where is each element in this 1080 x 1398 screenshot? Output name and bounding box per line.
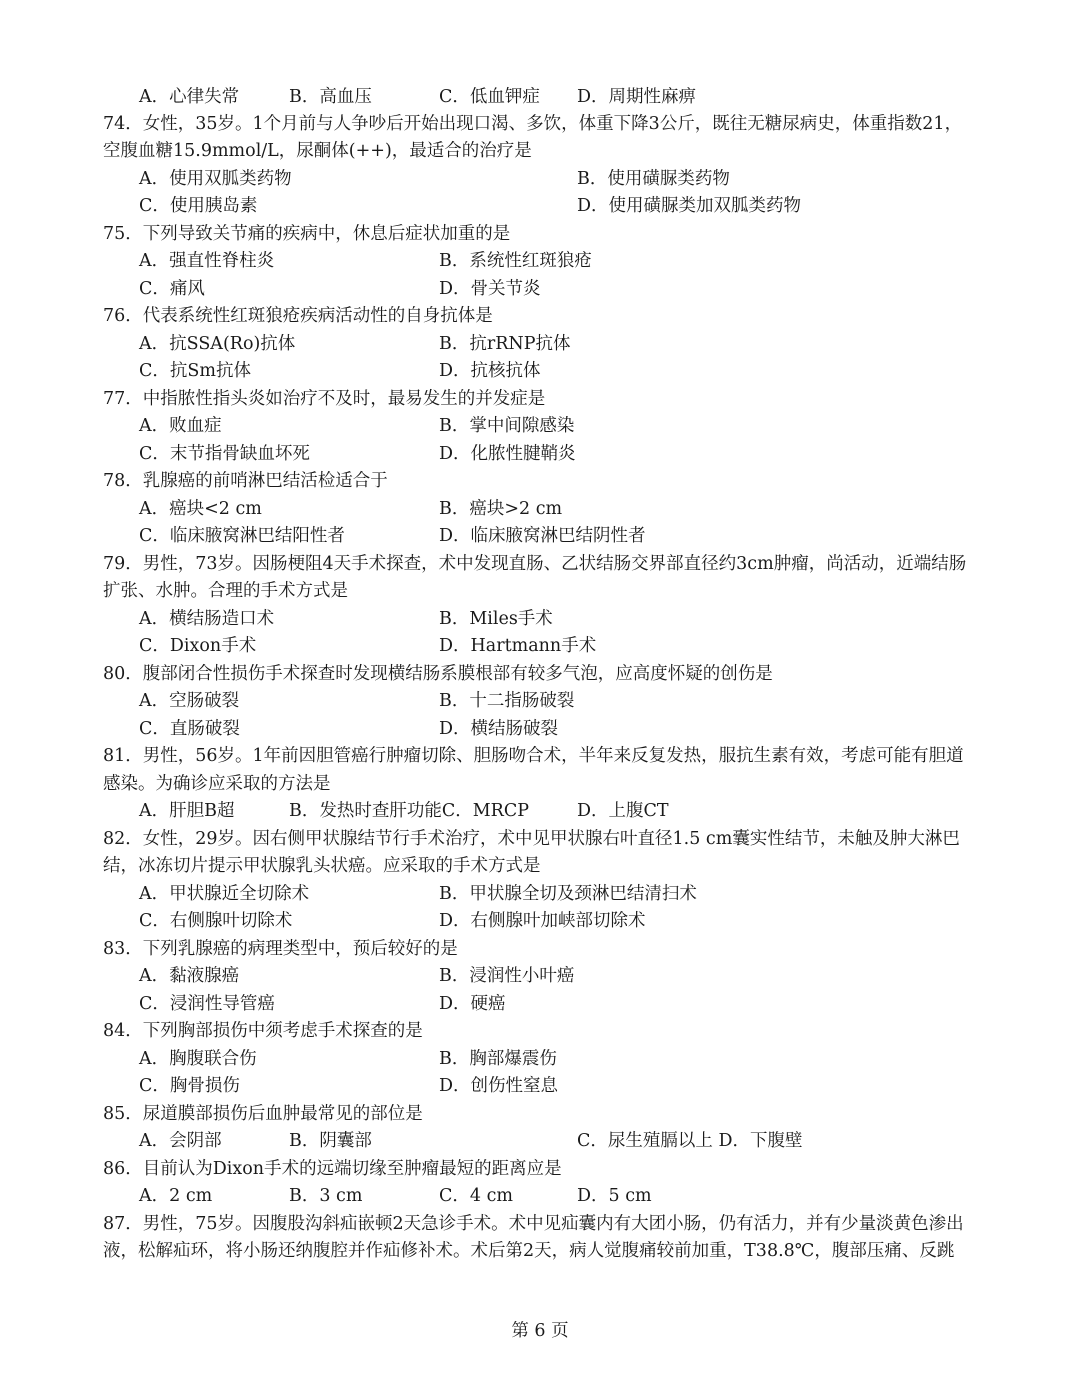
question-text-line — [0, 936, 1080, 963]
answer-option: B．癌块>2 cm — [439, 499, 563, 519]
question-text: 液，松解疝环，将小肠还纳腹腔并作疝修补术。术后第2天，病人觉腹痛较前加重，T38.8℃，腹部压痛、反跳 — [103, 1241, 955, 1261]
answer-option: C．抗Sm抗体 — [139, 361, 251, 381]
question-text-line — [0, 303, 1080, 330]
question-text-line — [0, 551, 1080, 578]
answer-option: D．Hartmann手术 — [439, 636, 597, 656]
question-text-line — [0, 1238, 1080, 1265]
answer-option: C．Dixon手术 — [139, 636, 257, 656]
question-text-line — [0, 386, 1080, 413]
answer-option: C．尿生殖膈以上 D．下腹壁 — [577, 1131, 803, 1151]
answer-option: A．横结肠造口术 — [139, 609, 275, 629]
question-text: 78．乳腺癌的前哨淋巴结活检适合于 — [103, 471, 388, 491]
options-row — [0, 248, 1080, 275]
answer-option: D．上腹CT — [577, 801, 669, 821]
answer-option: A．使用双胍类药物 — [139, 169, 292, 189]
options-row — [0, 1128, 1080, 1155]
answer-option: A．2 cm — [139, 1186, 213, 1206]
answer-option: B．抗rRNP抗体 — [439, 334, 571, 354]
answer-option: B．Miles手术 — [439, 609, 553, 629]
question-text-line — [0, 578, 1080, 605]
question-text-line — [0, 221, 1080, 248]
question-text: 79．男性，73岁。因肠梗阻4天手术探查，术中发现直肠、乙状结肠交界部直径约3cm肿瘤，尚活动，近端结肠 — [103, 554, 967, 574]
options-row — [0, 606, 1080, 633]
options-row — [0, 991, 1080, 1018]
options-row — [0, 193, 1080, 220]
options-row — [0, 881, 1080, 908]
question-text-line — [0, 1211, 1080, 1238]
question-text: 80．腹部闭合性损伤手术探查时发现横结肠系膜根部有较多气泡，应高度怀疑的创伤是 — [103, 664, 773, 684]
answer-option: C．使用胰岛素 — [139, 196, 258, 216]
answer-option: C．临床腋窝淋巴结阳性者 — [139, 526, 345, 546]
options-row — [0, 1046, 1080, 1073]
answer-option: A．癌块<2 cm — [139, 499, 262, 519]
question-text: 76．代表系统性红斑狼疮疾病活动性的自身抗体是 — [103, 306, 493, 326]
answer-option: A．甲状腺近全切除术 — [139, 884, 310, 904]
answer-option: A．空肠破裂 — [139, 691, 240, 711]
answer-option: B．掌中间隙感染 — [439, 416, 575, 436]
answer-option: C．胸骨损伤 — [139, 1076, 240, 1096]
question-text-line — [0, 138, 1080, 165]
options-row — [0, 963, 1080, 990]
options-row — [0, 84, 1080, 111]
question-text-line — [0, 771, 1080, 798]
answer-option: D．横结肠破裂 — [439, 719, 559, 739]
answer-option: B．3 cm — [289, 1186, 363, 1206]
page-number: 第 6 页 — [511, 1321, 569, 1341]
question-text: 75．下列导致关节痛的疾病中，休息后症状加重的是 — [103, 224, 511, 244]
answer-option: D．抗核抗体 — [439, 361, 541, 381]
question-text: 81．男性，56岁。1年前因胆管癌行肿瘤切除、胆肠吻合术，半年来反复发热，服抗生素有效，考虑可能有胆道 — [103, 746, 964, 766]
answer-option: B．浸润性小叶癌 — [439, 966, 575, 986]
question-text: 84．下列胸部损伤中须考虑手术探查的是 — [103, 1021, 423, 1041]
options-row — [0, 166, 1080, 193]
answer-option: A．强直性脊柱炎 — [139, 251, 275, 271]
answer-option: B．发热时查肝功能C．MRCP — [289, 801, 530, 821]
answer-option: B．甲状腺全切及颈淋巴结清扫术 — [439, 884, 697, 904]
question-text: 87．男性，75岁。因腹股沟斜疝嵌顿2天急诊手术。术中见疝囊内有大团小肠，仍有活力，并有少量淡黄色渗出 — [103, 1214, 964, 1234]
answer-option: B．胸部爆震伤 — [439, 1049, 557, 1069]
options-row — [0, 908, 1080, 935]
question-text-line — [0, 826, 1080, 853]
answer-option: C．右侧腺叶切除术 — [139, 911, 293, 931]
answer-option: A．败血症 — [139, 416, 222, 436]
question-text-line — [0, 743, 1080, 770]
answer-option: D．使用磺脲类加双胍类药物 — [577, 196, 802, 216]
question-text-line — [0, 1156, 1080, 1183]
answer-option: D．临床腋窝淋巴结阴性者 — [439, 526, 646, 546]
question-text-line — [0, 1101, 1080, 1128]
question-text: 结，冰冻切片提示甲状腺乳头状癌。应采取的手术方式是 — [103, 856, 541, 876]
question-text: 74．女性，35岁。1个月前与人争吵后开始出现口渴、多饮，体重下降3公斤，既往无糖尿病史，体重指数21， — [103, 114, 963, 134]
answer-option: D．5 cm — [577, 1186, 652, 1206]
answer-option: A．心律失常 — [139, 87, 240, 107]
answer-option: D．化脓性腱鞘炎 — [439, 444, 576, 464]
question-text-line — [0, 111, 1080, 138]
question-text: 扩张、水肿。合理的手术方式是 — [103, 581, 348, 601]
answer-option: B．阴囊部 — [289, 1131, 372, 1151]
answer-option: B．使用磺脲类药物 — [577, 169, 730, 189]
answer-option: C．直肠破裂 — [139, 719, 240, 739]
question-text: 感染。为确诊应采取的方法是 — [103, 774, 331, 794]
options-row — [0, 523, 1080, 550]
question-text-line — [0, 1018, 1080, 1045]
options-row — [0, 496, 1080, 523]
options-row — [0, 716, 1080, 743]
options-row — [0, 413, 1080, 440]
question-text-line — [0, 853, 1080, 880]
answer-option: D．硬癌 — [439, 994, 506, 1014]
question-text-line — [0, 661, 1080, 688]
question-text-line — [0, 468, 1080, 495]
options-row — [0, 798, 1080, 825]
question-text: 85．尿道膜部损伤后血肿最常见的部位是 — [103, 1104, 423, 1124]
answer-option: A．肝胆B超 — [139, 801, 235, 821]
options-row — [0, 276, 1080, 303]
question-text: 83．下列乳腺癌的病理类型中，预后较好的是 — [103, 939, 458, 959]
options-row — [0, 1073, 1080, 1100]
answer-option: C．浸润性导管癌 — [139, 994, 275, 1014]
answer-option: C．末节指骨缺血坏死 — [139, 444, 310, 464]
question-text: 86．目前认为Dixon手术的远端切缘至肿瘤最短的距离应是 — [103, 1159, 562, 1179]
answer-option: A．胸腹联合伤 — [139, 1049, 257, 1069]
options-row — [0, 358, 1080, 385]
answer-option: C．4 cm — [439, 1186, 513, 1206]
answer-option: A．黏液腺癌 — [139, 966, 240, 986]
answer-option: D．周期性麻痹 — [577, 87, 697, 107]
answer-option: D．骨关节炎 — [439, 279, 541, 299]
answer-option: B．十二指肠破裂 — [439, 691, 575, 711]
answer-option: A．抗SSA(Ro)抗体 — [139, 334, 296, 354]
options-row — [0, 441, 1080, 468]
question-text: 77．中指脓性指头炎如治疗不及时，最易发生的并发症是 — [103, 389, 546, 409]
answer-option: D．创伤性窒息 — [439, 1076, 559, 1096]
question-text: 空腹血糖15.9mmol/L，尿酮体(++)，最适合的治疗是 — [103, 141, 532, 161]
options-row — [0, 633, 1080, 660]
options-row — [0, 331, 1080, 358]
answer-option: D．右侧腺叶加峡部切除术 — [439, 911, 646, 931]
options-row — [0, 1183, 1080, 1210]
answer-option: A．会阴部 — [139, 1131, 222, 1151]
answer-option: C．痛风 — [139, 279, 205, 299]
answer-option: B．系统性红斑狼疮 — [439, 251, 592, 271]
options-row — [0, 688, 1080, 715]
answer-option: C．低血钾症 — [439, 87, 540, 107]
answer-option: B．高血压 — [289, 87, 372, 107]
question-text: 82．女性，29岁。因右侧甲状腺结节行手术治疗，术中见甲状腺右叶直径1.5 cm囊实性结节，未触及肿大淋巴 — [103, 829, 960, 849]
